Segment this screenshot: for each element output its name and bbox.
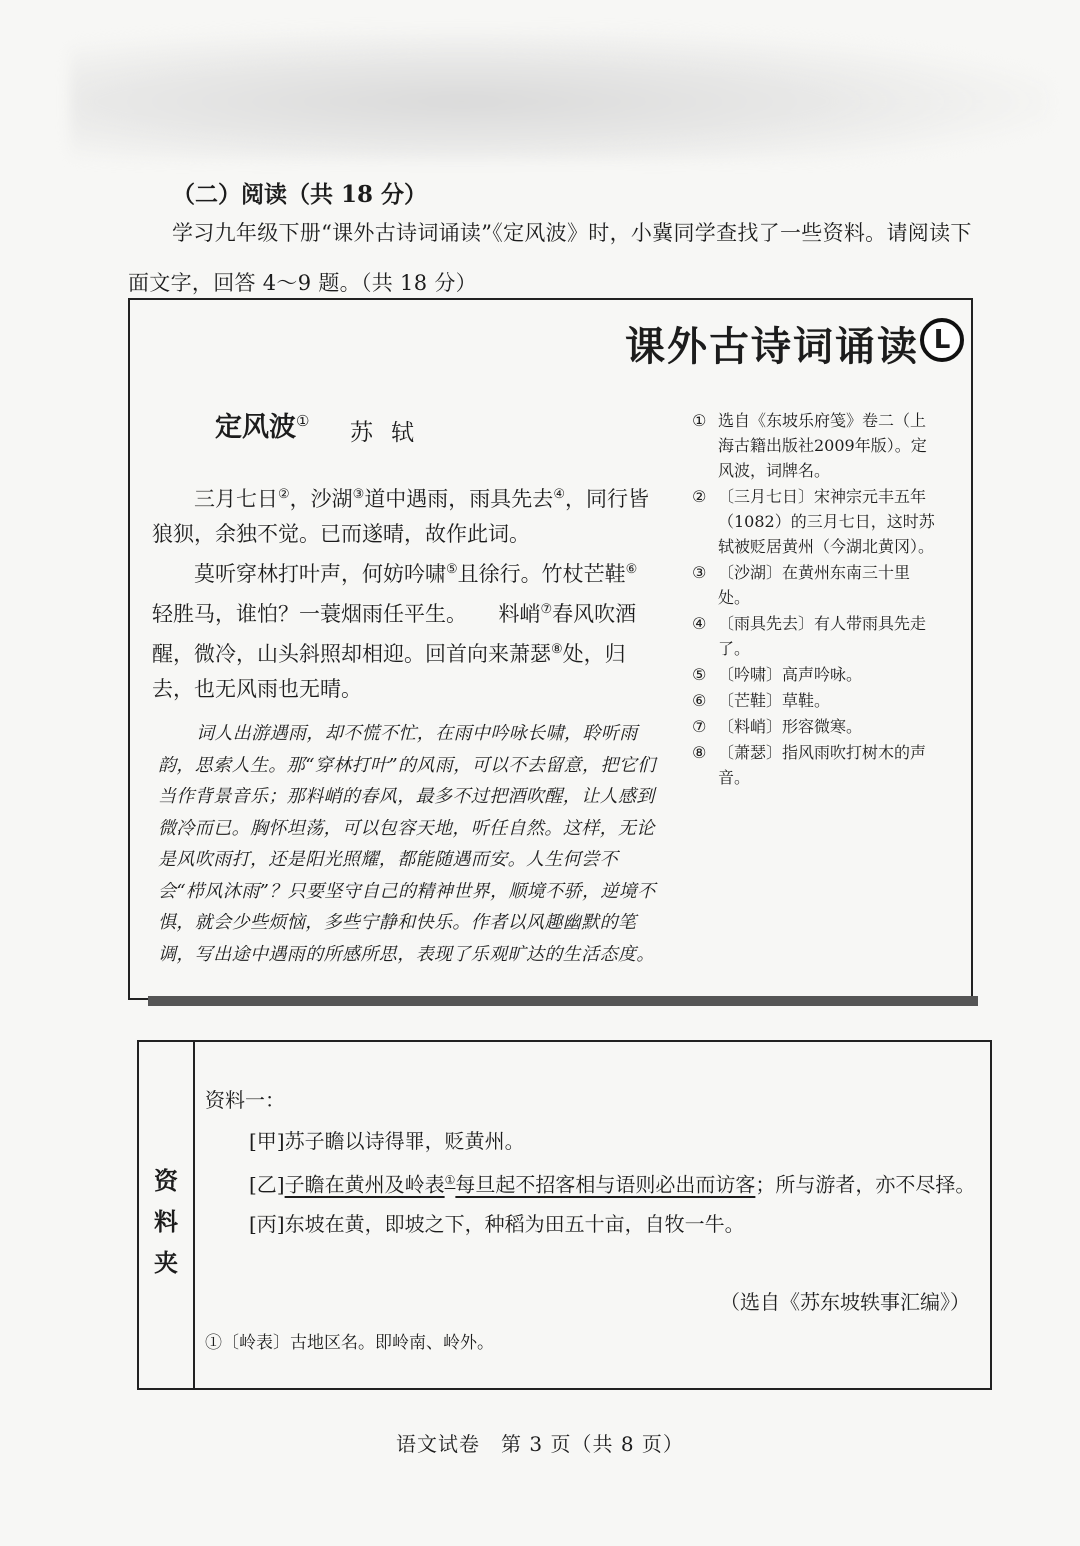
note-number: ④ [692,614,707,633]
preface-text: 道中遇雨，雨具先去 [364,487,554,511]
preface-text: 三月七日 [194,487,278,511]
materials-divider [193,1040,195,1390]
poem-title [215,405,309,444]
page-footer: 语文试卷 第 3 页（共 8 页） [396,1432,684,1456]
note-number: ① [692,411,707,430]
material-footnote: ①〔岭表〕古地区名。即岭南、岭外。 [205,1333,494,1353]
materials-side-label [150,1160,182,1283]
verse-text: 莫听穿林打叶声，何妨吟啸 [194,562,446,586]
material-bing: [丙]东坡在黄，即坡之下，种稻为田五十亩，自牧一牛。 [249,1211,745,1236]
note-text: 〔芒鞋〕草鞋。 [718,691,831,710]
note-number: ⑤ [692,665,707,684]
note-item [692,714,937,739]
poem-preface [152,477,657,552]
note-mark: ⑦ [540,602,553,617]
note-item [692,611,937,661]
note-mark: ④ [553,487,565,502]
note-text: 〔萧瑟〕指风雨吹打树木的声音。 [718,743,927,787]
note-text: 选自《东坡乐府笺》卷二（上海古籍出版社2009年版）。定风波，词牌名。 [718,411,927,480]
yi-prefix: [乙] [249,1172,285,1197]
poem-body [152,477,657,707]
note-item [692,662,937,687]
note-item [692,740,937,790]
note-mark: ⑧ [551,642,563,657]
note-mark: ② [278,487,290,502]
blurred-header [70,30,1050,160]
note-text: 〔三月七日〕宋神宗元丰五年（1082）的三月七日，这时苏轼被贬居黄州（今湖北黄冈）。 [718,487,935,556]
poem-notes [692,408,937,791]
note-number: ③ [692,563,707,582]
note-item [692,484,937,559]
poem-title-note-mark: ① [296,412,310,430]
poem-verse [152,552,657,707]
note-text: 〔雨具先去〕有人带雨具先走了。 [718,614,927,658]
poem-commentary: 词人出游遇雨，却不慌不忙，在雨中吟咏长啸，聆听雨韵，思索人生。那“穿林打叶”的风雨，可以不去留意，把它们当作背景音乐；那料峭的春风，最多不过把酒吹醒，让人感到微冷而已。胸怀坦荡，可以包容天地，听任自然。这样，无论是风吹雨打，还是阳光照耀，都能随遇而安。人生何尝不会“栉风沐雨”？只要坚守自己的精神世界，顺境不骄，逆境不惧，就会少些烦恼，多些宁静和快乐。作者以风趣幽默的笔调，写出途中遇雨的所感所思，表现了乐观旷达的生活态度。 [158,723,656,965]
material-jia: [甲]苏子瞻以诗得罪，贬黄州。 [249,1129,525,1153]
note-number: ⑥ [692,691,707,710]
note-number: ② [692,487,707,506]
side-label-char: 料 [154,1207,178,1236]
verse-text: 春风吹酒醒，微冷，山头斜照却相迎。回首向来萧瑟 [152,602,637,666]
verse-text: 且徐行。竹杖芒鞋 [457,562,626,586]
preface-text: ，同行皆狼狈，余独不觉。已而遂晴，故作此词。 [152,487,649,546]
side-label-char: 夹 [154,1248,178,1277]
note-mark: ⑤ [446,562,458,577]
yi-underlined-text: 每旦起不招客相与语则必出而访客 [455,1172,756,1197]
yi-underlined-text: 子瞻在黄州及岭表 [284,1172,445,1197]
verse-text: 轻胜马，谁怕？一蓑烟雨任平生。 料峭 [152,602,541,626]
yi-rest: ；所与游者，亦不尽择。 [755,1172,976,1197]
material-source: （选自《苏东坡轶事汇编》） [720,1290,970,1314]
note-mark: ③ [352,487,365,502]
side-label-char: 资 [154,1166,178,1195]
note-number: ⑧ [692,743,707,762]
note-item [692,688,937,713]
note-item [692,560,937,610]
reading-icon: L [920,318,964,362]
material-yi [205,1161,985,1205]
material-heading: 资料一： [205,1088,285,1112]
note-item [692,408,937,483]
note-mark: ① [444,1173,456,1187]
material-body [205,1122,985,1244]
preface-text: ，沙湖 [289,487,353,511]
intro-paragraph: 学习九年级下册“课外古诗词诵读”《定风波》时，小冀同学查找了一些资料。请阅读下面文字，回答 4～9 题。（共 18 分） [128,221,972,295]
note-text: 〔沙湖〕在黄州东南三十里处。 [718,563,911,607]
note-number: ⑦ [692,717,707,736]
note-mark: ⑥ [625,562,638,577]
poem-title-text: 定风波 [215,412,296,443]
poem-author: 苏轼 [350,420,432,446]
card-shadow [148,996,978,1006]
verse-text: 处，归去，也无风雨也无晴。 [152,642,626,701]
section-title: （二）阅读（共 18 分） [172,181,428,208]
note-text: 〔吟啸〕高声吟咏。 [718,665,863,684]
card-banner: 课外古诗词诵读 [625,323,919,370]
note-text: 〔料峭〕形容微寒。 [718,717,863,736]
